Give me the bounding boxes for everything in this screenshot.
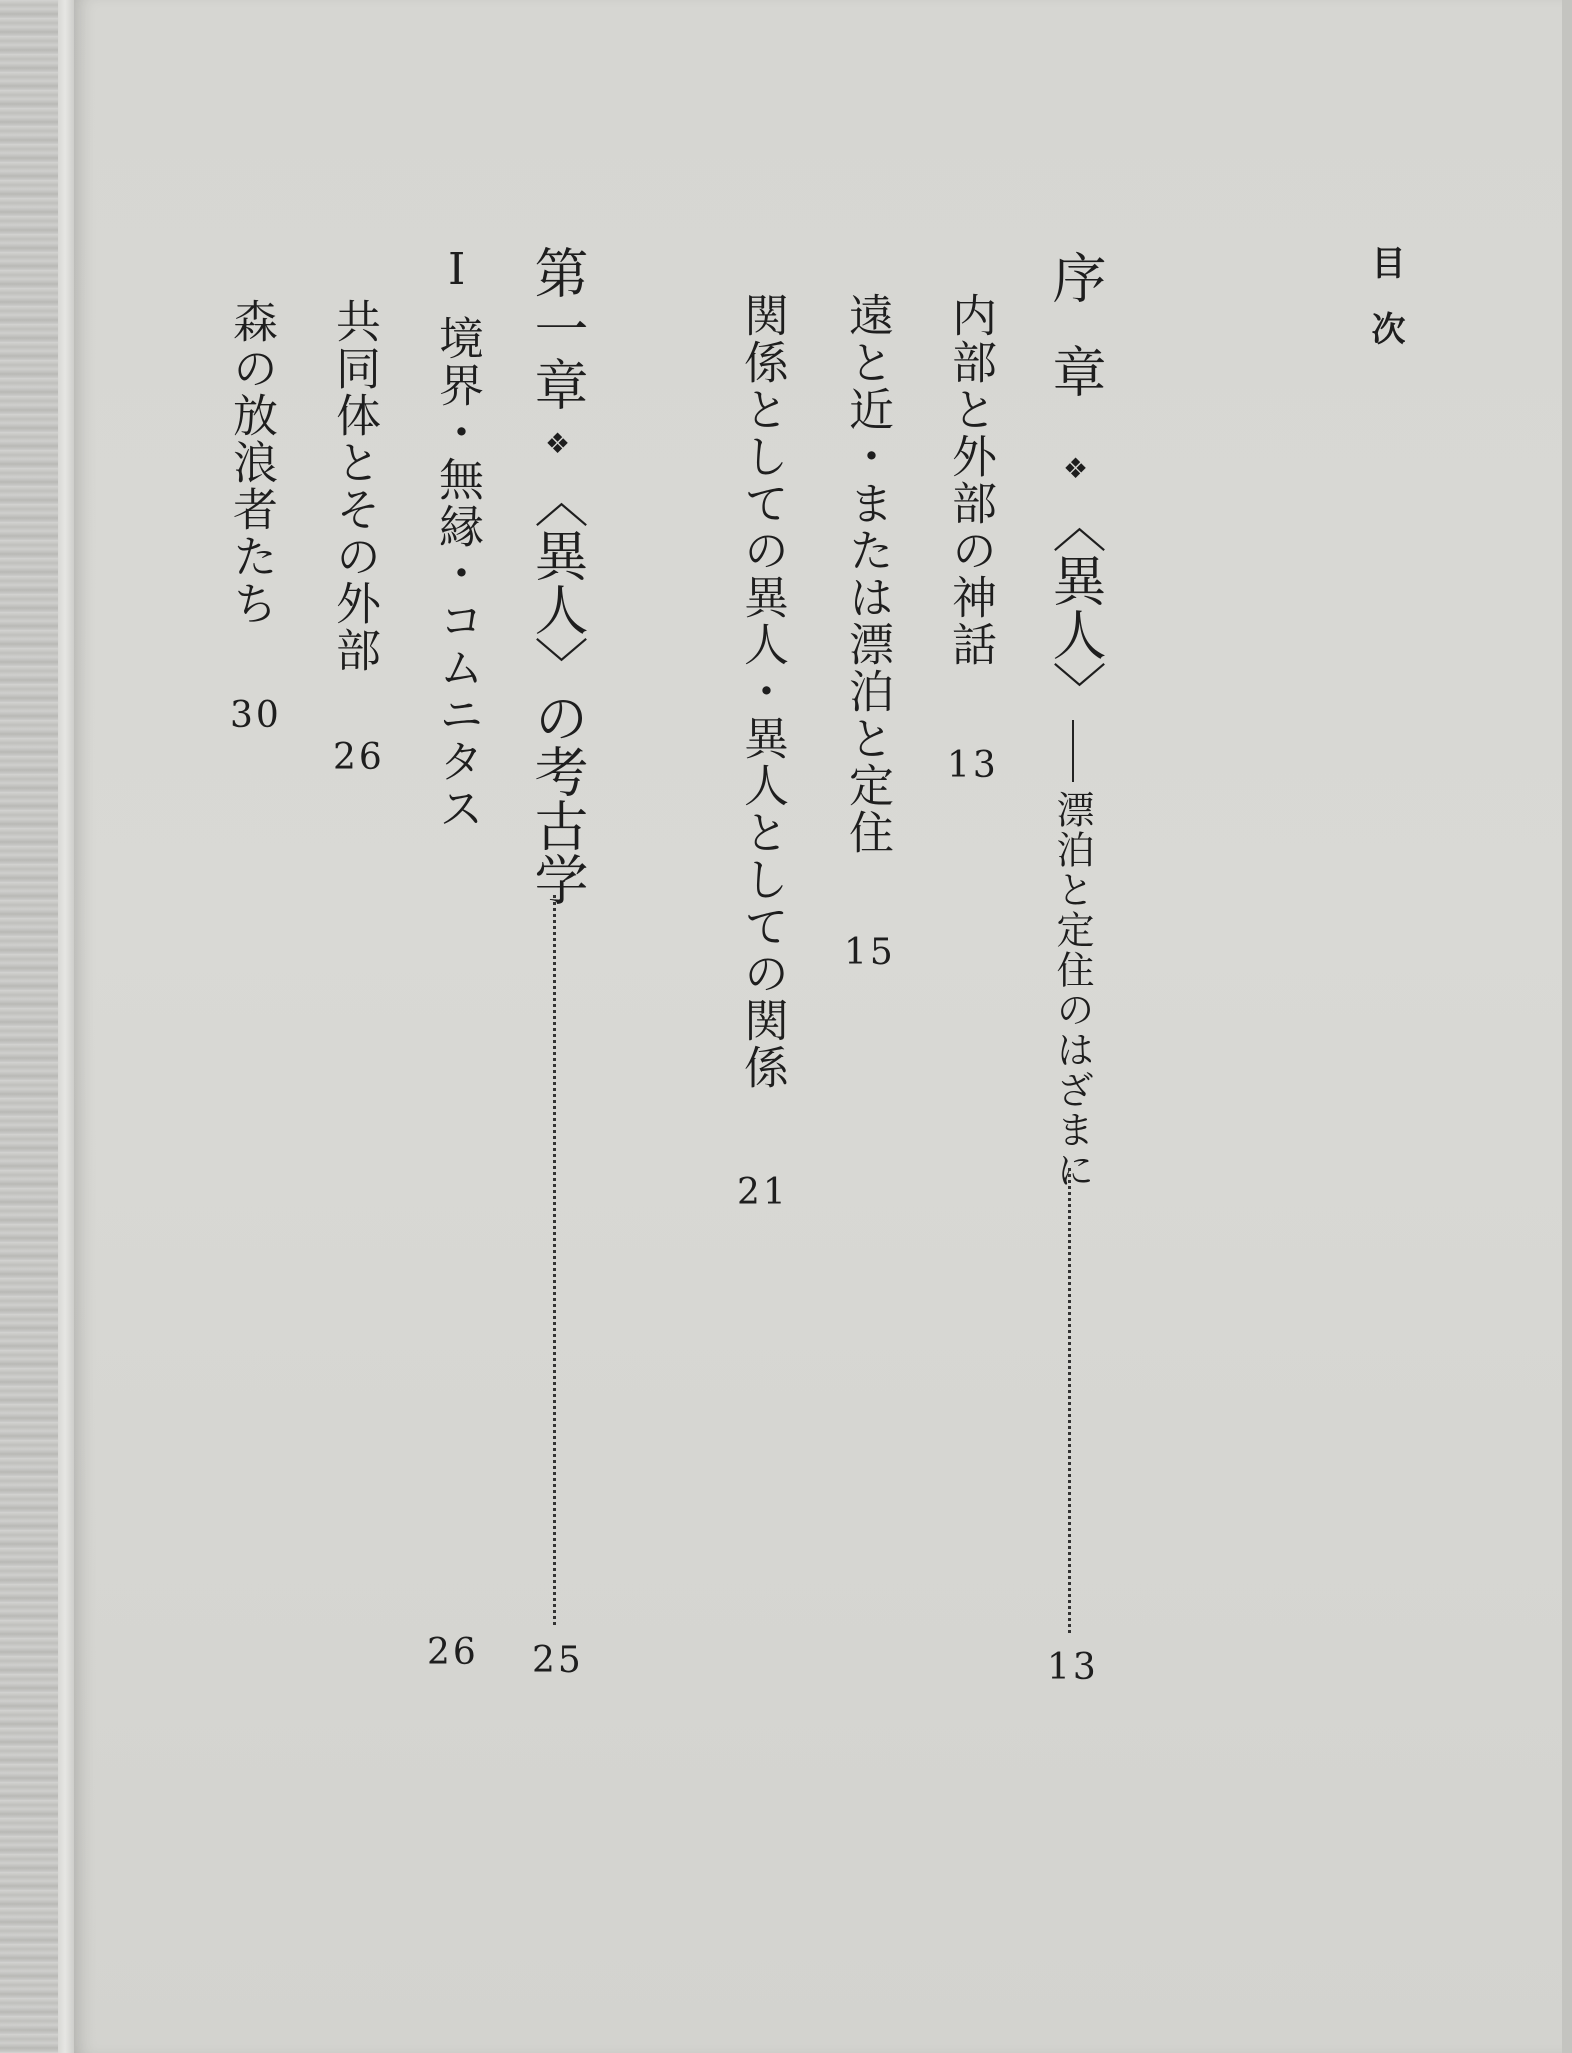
prologue-heading: 序章 [1044,250,1107,438]
dot-leader [1068,1168,1071,1633]
section-title: 内部と外部の神話 [944,292,997,668]
stacked-page-edges [0,0,62,2053]
section-title: 遠と近・または漂泊と定住 [841,292,894,856]
em-dash [1072,720,1074,782]
toc-title: 目次 [1365,245,1405,377]
prologue-topic: 〈異人〉 [1044,499,1107,715]
page-right-edge [1562,0,1572,2053]
page-number: 15 [844,932,896,973]
page-number: 13 [947,745,999,786]
page-number: 26 [427,1632,479,1673]
part-numeral: I [448,244,469,295]
page-number: 25 [532,1640,584,1681]
page-number: 26 [333,737,385,778]
part-title: 境界・無縁・コムニタス [431,315,484,832]
ornament-diamond-icon: ❖ [541,427,574,460]
ornament-diamond-icon: ❖ [1059,452,1092,485]
page-number: 21 [737,1172,789,1213]
prologue-subtitle: 漂泊と定住のはざまに [1050,790,1094,1190]
chapter1-topic: 〈異人〉の考古学 [526,474,589,906]
section-title: 関係としての異人・異人としての関係 [736,292,789,1091]
prologue-heading-line [1044,250,1107,715]
page [74,0,1572,2053]
chapter1-heading-line [526,245,589,906]
section-title: 共同体とその外部 [328,298,381,674]
chapter1-heading: 第一章 [526,245,589,413]
page-number: 30 [230,695,282,736]
section-title: 森の放浪者たち [225,298,278,627]
page-number: 13 [1047,1647,1099,1688]
dot-leader [553,895,556,1625]
